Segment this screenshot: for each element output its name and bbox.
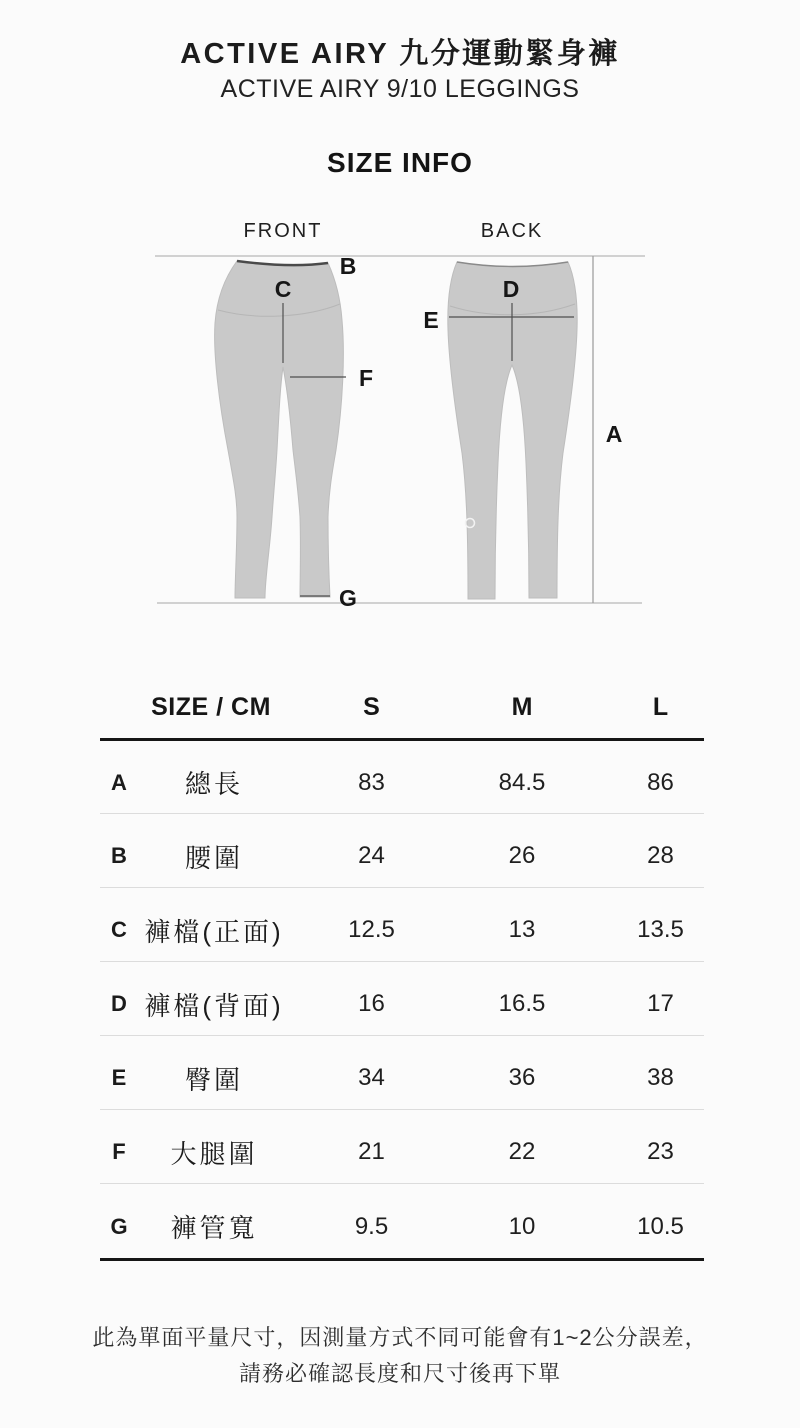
page-title-zh: ACTIVE AIRY 九分運動緊身褲 <box>180 38 620 70</box>
front-leggings-shape <box>215 261 344 598</box>
table-header-size-cm: SIZE / CM <box>100 672 290 739</box>
row-value-s: 34 <box>290 1035 453 1109</box>
row-key: D <box>100 961 138 1035</box>
marker-b: B <box>339 253 357 279</box>
leggings-measurement-diagram <box>140 248 660 612</box>
marker-g: G <box>339 585 357 611</box>
table-row-d <box>100 961 704 1035</box>
measurement-note <box>0 1320 800 1392</box>
row-label: 腰圍 <box>138 813 290 887</box>
row-value-l: 23 <box>591 1109 704 1183</box>
size-table <box>100 672 704 1261</box>
row-value-l: 13.5 <box>591 887 704 961</box>
size-info-heading: SIZE INFO <box>327 147 473 178</box>
row-key: G <box>100 1183 138 1259</box>
row-value-l: 86 <box>591 739 704 813</box>
row-value-s: 16 <box>290 961 453 1035</box>
marker-a: A <box>605 421 623 447</box>
measurement-note-line1: 此為單面平量尺寸，因測量方式不同可能會有1~2公分誤差， <box>92 1325 708 1350</box>
row-key: F <box>100 1109 138 1183</box>
table-row-e <box>100 1035 704 1109</box>
row-value-s: 83 <box>290 739 453 813</box>
row-label: 褲管寬 <box>138 1183 290 1259</box>
row-value-l: 38 <box>591 1035 704 1109</box>
row-value-m: 84.5 <box>453 739 591 813</box>
row-value-l: 28 <box>591 813 704 887</box>
row-key: A <box>100 739 138 813</box>
back-view-label: BACK <box>480 220 544 242</box>
column-header-m: M <box>453 672 591 739</box>
measurement-note-line2: 請務必確認長度和尺寸後再下單 <box>238 1361 561 1386</box>
row-label: 總長 <box>138 739 290 813</box>
row-key: E <box>100 1035 138 1109</box>
row-key: C <box>100 887 138 961</box>
row-value-l: 10.5 <box>591 1183 704 1259</box>
column-header-s: S <box>290 672 453 739</box>
row-value-s: 9.5 <box>290 1183 453 1259</box>
row-value-s: 24 <box>290 813 453 887</box>
marker-c: C <box>274 276 292 302</box>
table-row-b <box>100 813 704 887</box>
row-value-m: 16.5 <box>453 961 591 1035</box>
row-label: 褲檔(正面) <box>138 887 290 961</box>
table-row-f <box>100 1109 704 1183</box>
size-table-header-row <box>100 672 704 739</box>
table-row-c <box>100 887 704 961</box>
row-value-m: 10 <box>453 1183 591 1259</box>
table-row-g <box>100 1183 704 1259</box>
row-value-m: 36 <box>453 1035 591 1109</box>
row-value-l: 17 <box>591 961 704 1035</box>
row-value-m: 26 <box>453 813 591 887</box>
front-view-label: FRONT <box>243 220 323 242</box>
row-label: 臀圍 <box>138 1035 290 1109</box>
row-value-s: 21 <box>290 1109 453 1183</box>
column-header-l: L <box>591 672 704 739</box>
row-label: 褲檔(背面) <box>138 961 290 1035</box>
row-value-m: 22 <box>453 1109 591 1183</box>
table-row-a <box>100 739 704 813</box>
row-value-s: 12.5 <box>290 887 453 961</box>
page-title-en: ACTIVE AIRY 9/10 LEGGINGS <box>220 75 580 103</box>
marker-e: E <box>423 307 439 333</box>
row-label: 大腿圍 <box>138 1109 290 1183</box>
marker-f: F <box>358 365 374 391</box>
marker-d: D <box>502 276 520 302</box>
row-value-m: 13 <box>453 887 591 961</box>
row-key: B <box>100 813 138 887</box>
